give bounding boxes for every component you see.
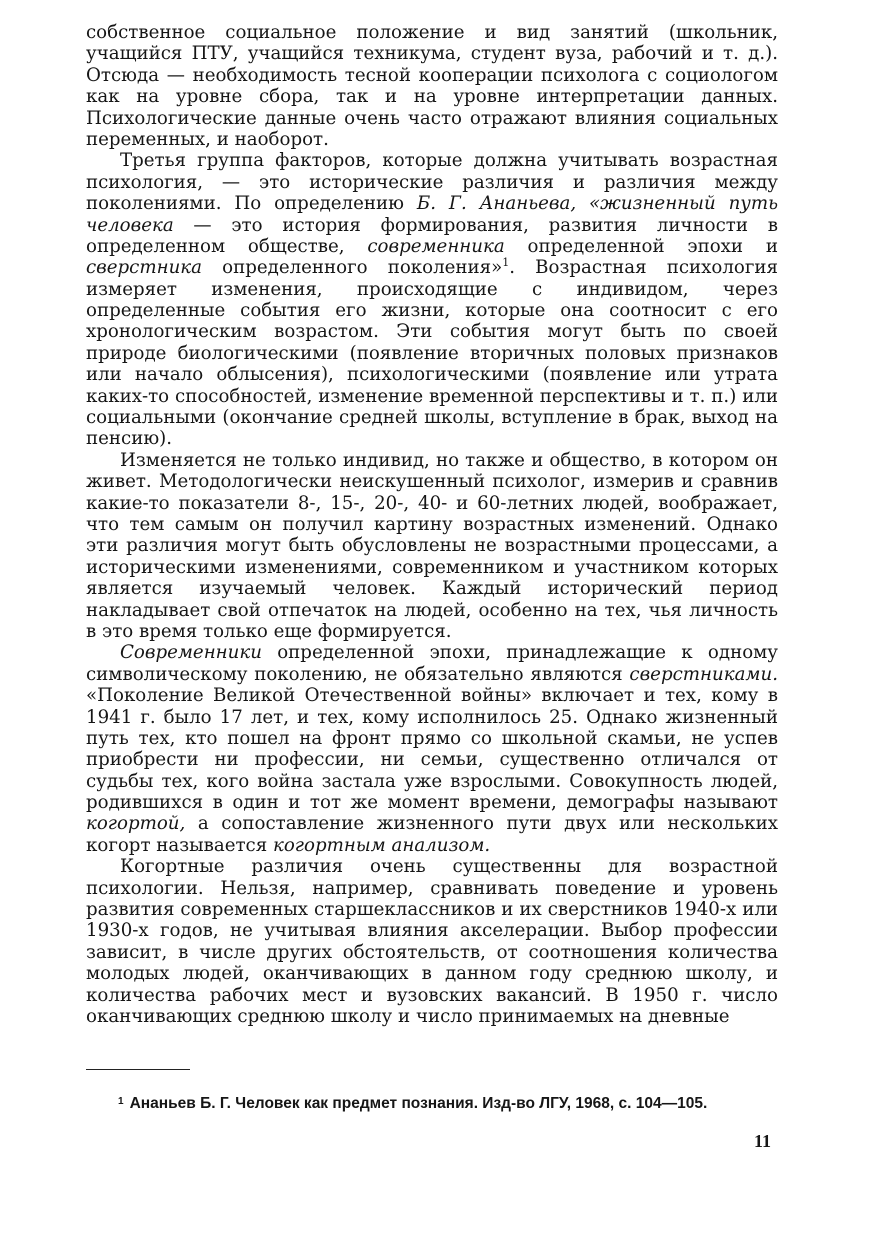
footnote xyxy=(118,1094,798,1114)
page-number: 11 xyxy=(754,1131,772,1151)
text-run: Третья группа факторов, которые должна учитывать возрастная психология, — это исторические различия и различия между поколениями. По определению xyxy=(86,150,778,215)
italic-term: Б. Г. Ананьева, «жизненный путь человека xyxy=(86,193,779,236)
footnote-divider xyxy=(86,1069,190,1070)
italic-term: когортным анализом. xyxy=(273,834,491,856)
text-run: определенной эпохи и xyxy=(504,235,778,257)
text-run: . Возрастная психология измеряет изменения, происходящие с индивидом, через определенные события его жизни, которые она соотносит с его хронологическим возрастом. Эти события могут быть по своей природе биологическими (появление вторичных половых признаков или начало облысения), психологическими (появление или утрата каких-то способностей, изменение временной перспективы и т. п.) или социальными (окончание средней школы, вступление в брак, выход на пенсию). xyxy=(86,257,778,450)
body-text xyxy=(86,22,778,1027)
paragraph-p4 xyxy=(86,642,778,856)
text-run: определенного поколения» xyxy=(202,257,503,279)
text-run: — это история формирования, развития личности в определенном обществе, xyxy=(86,214,778,257)
text-run: а сопоставление жизненного пути двух или нескольких когорт называется xyxy=(86,813,778,856)
paragraph-p1 xyxy=(86,22,778,150)
paragraph-p3 xyxy=(86,450,778,643)
footnote-text: Ананьев Б. Г. Человек как предмет познания. Изд-во ЛГУ, 1968, с. 104—105. xyxy=(129,1095,708,1112)
paragraph-p2 xyxy=(86,150,778,449)
italic-term: когортой, xyxy=(86,813,186,835)
text-run: собственное социальное положение и вид занятий (школьник, учащийся ПТУ, учащийся техникума, студент вуза, рабочий и т. д.). Отсюда — необходимость тесной кооперации психолога с социологом как на уровне сбора, так и на уровне интерпретации данных. Психологические данные очень часто отражают влияния социальных переменных, и наоборот. xyxy=(86,22,778,150)
footnote-reference: 1 xyxy=(502,256,510,270)
text-run: «Поколение Великой Отечественной войны» включает и тех, кому в 1941 г. было 17 лет, и тех, кому исполнилось 25. Однако жизненный путь тех, кто пошел на фронт прямо со школьной скамьи, не успев приобрести ни профессии, ни семьи, существенно отличался от судьбы тех, кого война застала уже взрослыми. Совокупность людей, родившихся в один и тот же момент времени, демографы называют xyxy=(86,685,778,814)
text-run: Изменяется не только индивид, но также и общество, в котором он живет. Методологически неискушенный психолог, измерив и сравнив какие-то показатели 8-, 15-, 20-, 40- и 60-летних людей, воображает, что тем самым он получил картину возрастных изменений. Однако эти различия могут быть обусловлены не возрастными процессами, а историческими изменениями, современником и участником которых является изучаемый человек. Каждый исторический период накладывает свой отпечаток на людей, особенно на тех, чья личность в это время только еще формируется. xyxy=(86,449,778,642)
italic-term: сверстника xyxy=(86,257,203,279)
text-run: определенной эпохи, принадлежащие к одному символическому поколению, не обязательно являются xyxy=(86,642,778,685)
italic-term: Современники xyxy=(120,642,262,664)
italic-term: современника xyxy=(367,235,505,257)
paragraph-p5 xyxy=(86,856,778,1027)
italic-term: сверстниками. xyxy=(629,663,778,685)
footnote-marker: 1 xyxy=(118,1096,124,1107)
text-run: Когортные различия очень существенны для возрастной психологии. Нельзя, например, сравнивать поведение и уровень развития современных старшеклассников и их сверстников 1940-х или 1930-х годов, не учитывая влияния акселерации. Выбор профессии зависит, в числе других обстоятельств, от соотношения количества молодых людей, оканчивающих в данном году среднюю школу, и количества рабочих мест и вузовских вакансий. В 1950 г. число оканчивающих среднюю школу и число принимаемых на дневные xyxy=(86,856,778,1027)
